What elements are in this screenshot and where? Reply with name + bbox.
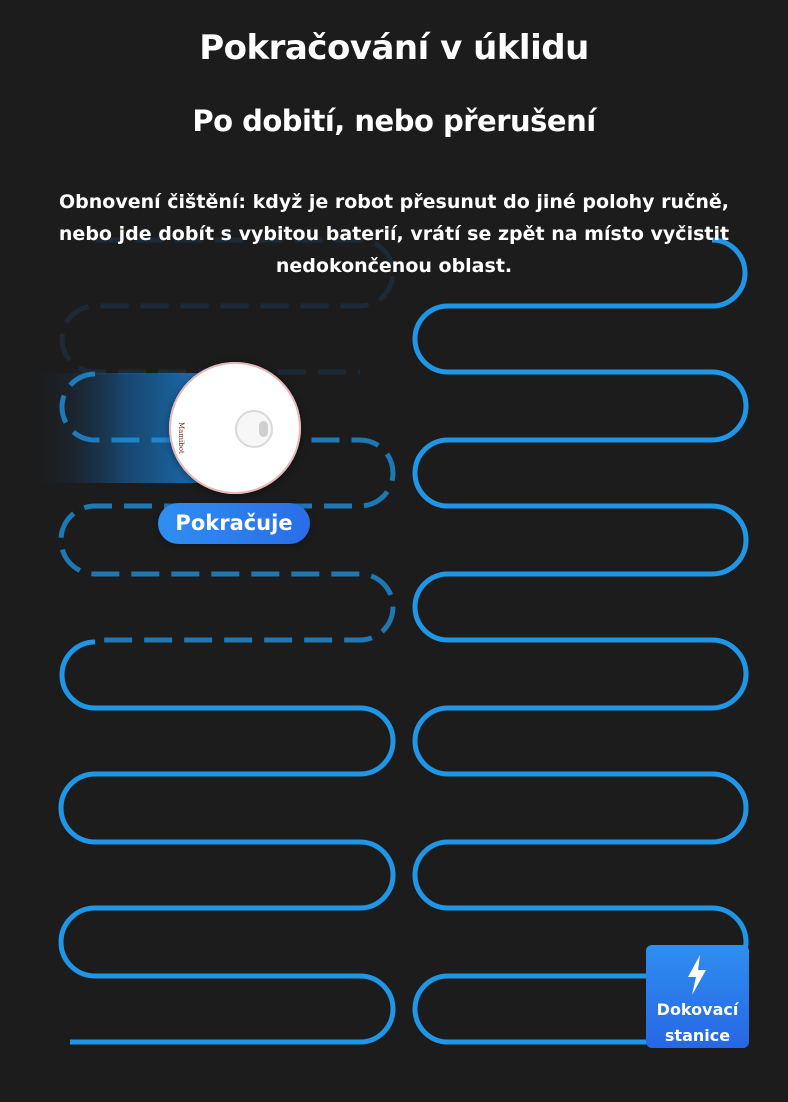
feature-description: Obnovení čištění: když je robot přesunut do jiné polohy ručně, nebo jde dobít s vybitou baterií, vrátí se zpět na místo vyčistit nedokončenou oblast. — [58, 191, 730, 277]
page-title: Pokračování v úklidu — [199, 28, 589, 68]
docking-station-label: Dokovací stanice — [656, 1000, 739, 1045]
robot-lidar-sensor — [235, 410, 273, 448]
right-path — [415, 240, 746, 1042]
robot-vacuum — [169, 362, 301, 494]
docking-station — [646, 945, 749, 1048]
page-subtitle: Po dobití, nebo přerušení — [192, 104, 596, 138]
robot-brand-logo: Mamibot — [177, 422, 185, 454]
left-path-solid — [61, 642, 393, 1042]
lightning-bolt-icon — [685, 955, 709, 995]
status-badge: Pokračuje — [158, 503, 310, 544]
robot-power-button — [259, 421, 268, 437]
